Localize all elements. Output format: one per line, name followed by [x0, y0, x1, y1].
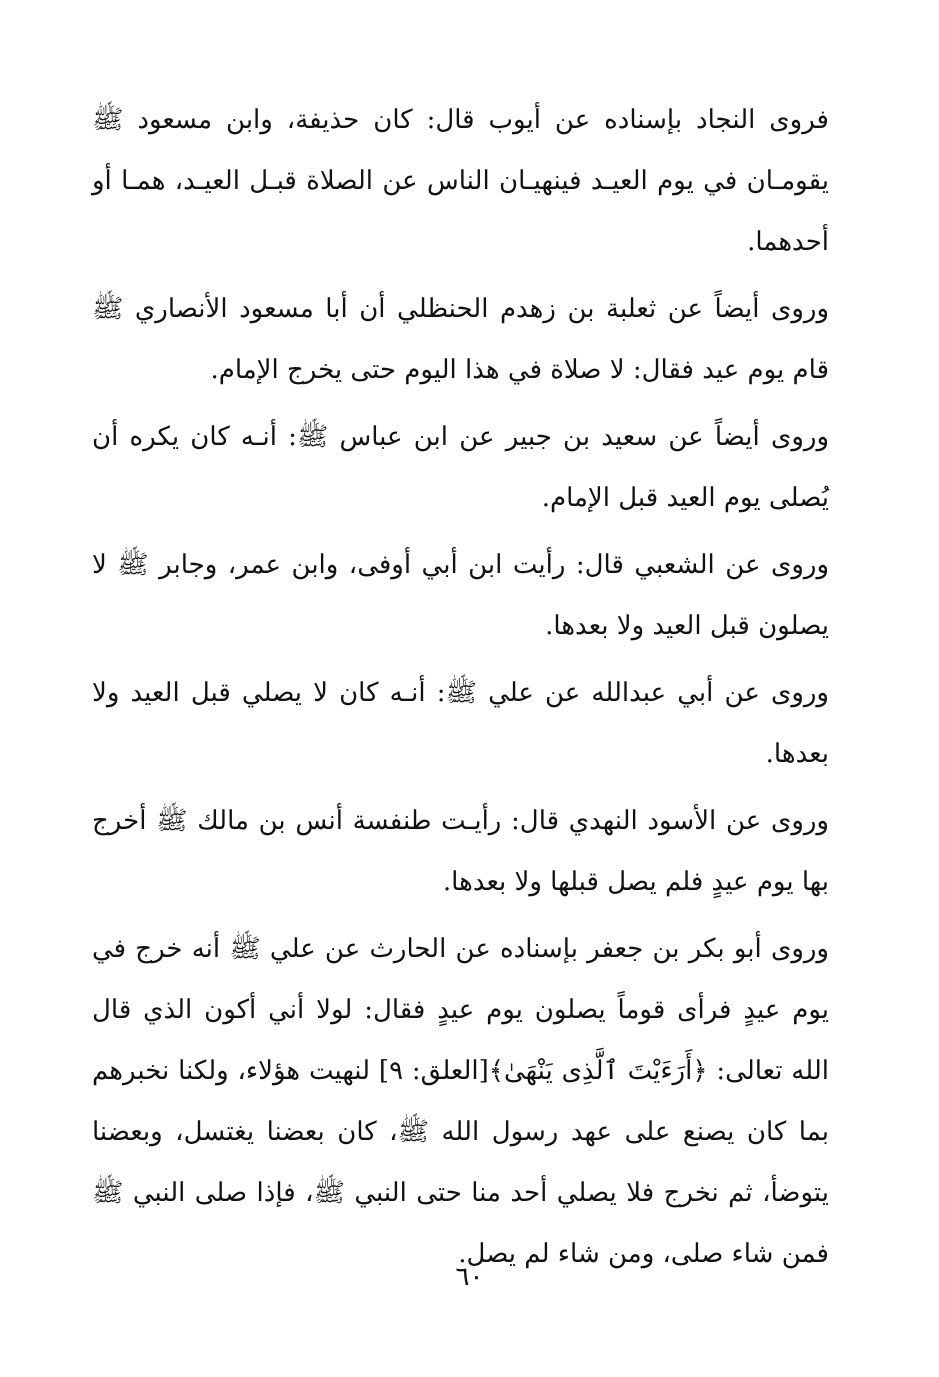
- paragraph-4: وروى عن الشعبي قال: رأيت ابن أبي أوفى، وابن عمر، وجابر ﷺ لا يصلون قبل العيد ولا بعدها.: [92, 550, 829, 641]
- paragraph-7: وروى أبو بكر بن جعفر بإسناده عن الحارث عن علي ﷺ أنه خرج في يوم عيدٍ فرأى قوماً يصلون يوم عيدٍ فقال: لولا أني أكون الذي قال الله تعالى: ﴿أَرَءَيْتَ ٱلَّذِى يَنْهَىٰ﴾[العلق: ٩] لنهيت هؤلاء، ولكنا نخبرهم بما كان يصنع على عهد رسول الله ﷺ، كان بعضنا يغتسل، وبعضنا يتوضأ، ثم نخرج فلا يصلي أحد منا حتى النبي ﷺ، فإذا صلى النبي ﷺ فمن شاء صلى، ومن شاء لم يصل.: [92, 934, 829, 1269]
- paragraph-1: فروى النجاد بإسناده عن أيوب قال: كان حذيفة، وابن مسعود ﷺ يقومـان في يوم العيـد فينهيـان الناس عن الصلاة قبـل العيـد، همـا أو أحدهما.: [92, 105, 829, 257]
- paragraph-3: وروى أيضاً عن سعيد بن جبير عن ابن عباس ﷺ: أنـه كان يكره أن يُصلى يوم العيد قبل الإمام.: [92, 422, 829, 513]
- paragraph-2: وروى أيضاً عن ثعلبة بن زهدم الحنظلي أن أبا مسعود الأنصاري ﷺ قام يوم عيد فقال: لا صلاة في هذا اليوم حتى يخرج الإمام.: [92, 294, 829, 385]
- paragraph-6: وروى عن الأسود النهدي قال: رأيـت طنفسة أنس بن مالك ﷺ أخرج بها يوم عيدٍ فلم يصل قبلها ولا بعدها.: [92, 806, 829, 897]
- body-text: [92, 90, 829, 1285]
- paragraph-5: وروى عن أبي عبدالله عن علي ﷺ: أنـه كان لا يصلي قبل العيد ولا بعدها.: [92, 678, 829, 769]
- page-number: ٦٠: [455, 1262, 484, 1292]
